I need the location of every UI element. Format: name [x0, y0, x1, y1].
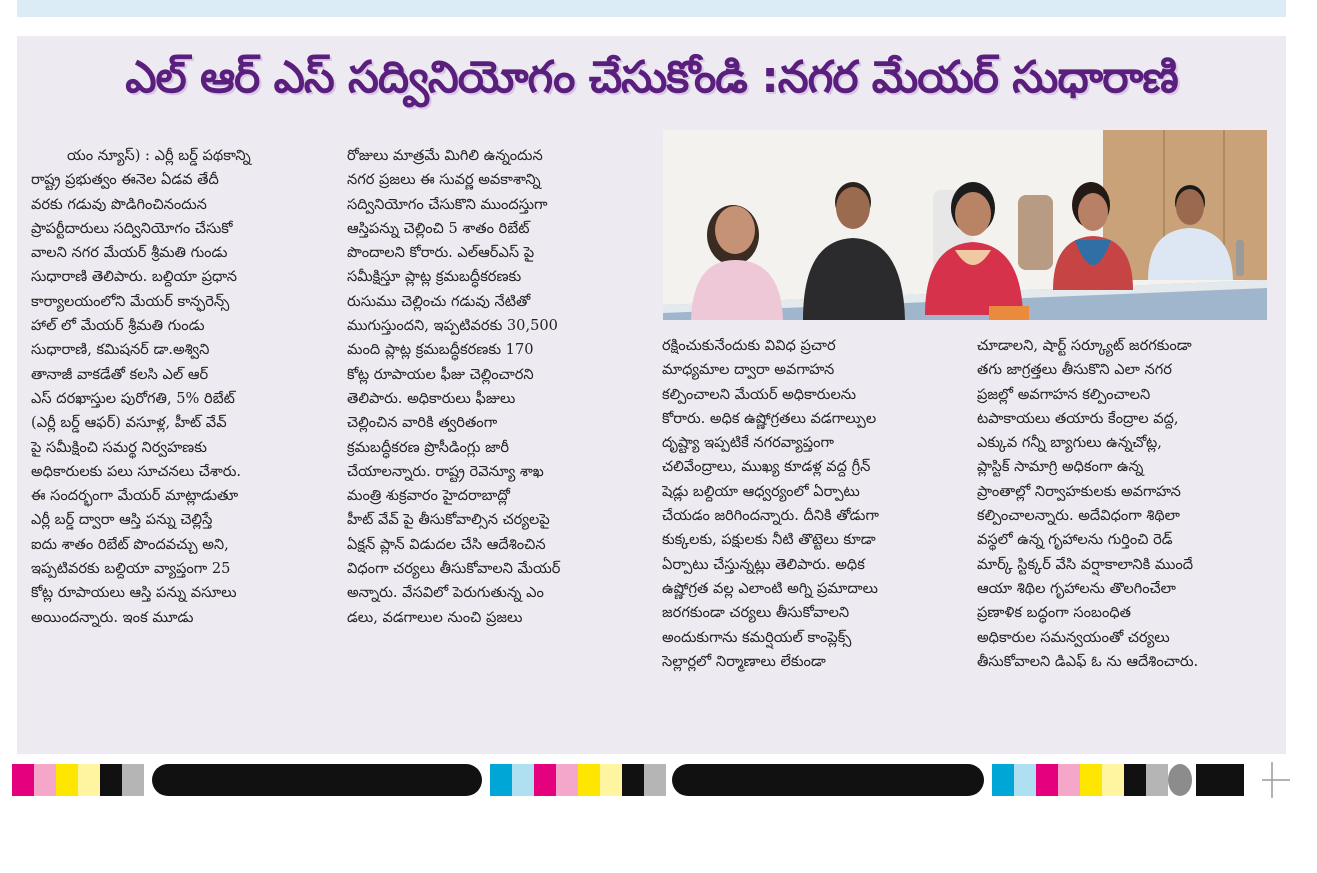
article-text-line: ఎక్కువ గన్నీ బ్యాగులు ఉన్నచోట్ల,: [977, 434, 1162, 452]
article-text-line: పొందాలని కోరారు. ఎల్ఆర్ఎస్ పై: [347, 244, 535, 262]
article-text-line: ఎస్ దరఖాస్తుల పురోగతి, 5% రిబేట్: [31, 389, 235, 407]
article-text-line: ఏర్పాటు చేస్తున్నట్లు తెలిపారు. అధిక: [662, 555, 865, 573]
article-text-line: రుసుము చెల్లించు గడువు నేటితో: [347, 292, 531, 310]
article-text-line: కార్యాలయంలోని మేయర్ కాన్ఫరెన్స్: [31, 292, 230, 310]
article-text-line: ఆస్తిపన్ను చెల్లించి 5 శాతం రిబేట్: [347, 219, 530, 237]
article-text-line: మంత్రి శుక్రవారం హైదరాబాద్లో: [347, 487, 510, 505]
article-text-line: తగు జాగ్రత్తలు తీసుకొని ఎలా నగర: [977, 361, 1172, 379]
article-column-1: [31, 144, 327, 630]
article-headline: ఎల్ ఆర్ ఎస్ సద్వినియోగం చేసుకోండి :నగర మేయర్ సుధారాణి: [125, 52, 1178, 103]
article-text-line: ప్రజల్లో అవగాహన కల్పించాలని: [977, 385, 1151, 403]
article-text-line: రాష్ట్ర ప్రభుత్వం ఈనెల ఏడవ తేదీ: [31, 171, 219, 189]
article-text-line: సెల్లార్లలో నిర్మాణాలు లేకుండా: [662, 652, 826, 670]
article-text-line: సుధారాణి, కమిషనర్ డా.అశ్విని: [31, 341, 210, 359]
article-text-line: యం న్యూస్) : ఎర్లీ బర్డ్ పథకాన్ని: [67, 147, 251, 164]
article-text-line: దృష్ట్యా ఇప్పటికే నగరవ్యాప్తంగా: [662, 434, 834, 452]
article-text-line: కోట్ల రూపాయలు ఆస్తి పన్ను వసూలు: [31, 584, 237, 602]
article-text-line: చేయడం జరిగిందన్నారు. దీనికి తోడుగా: [662, 507, 879, 525]
article-text-line: అన్నారు. వేసవిలో పెరుగుతున్న ఎం: [347, 584, 544, 602]
article-text-line: ఐదు శాతం రిబేట్ పొందవచ్చు అని,: [31, 535, 229, 553]
article-text-line: ఈ సందర్భంగా మేయర్ మాట్లాడుతూ: [31, 487, 239, 505]
article-text-line: నగర ప్రజలు ఈ సువర్ణ అవకాశాన్ని: [347, 171, 541, 189]
article-text-line: టపాకాయలు తయారు కేంద్రాల వద్ద,: [977, 409, 1179, 427]
article-text-line: కల్పించాలని మేయర్ అధికారులను: [662, 385, 857, 403]
article-text-line: అధికారులకు పలు సూచనలు చేశారు.: [31, 462, 242, 480]
article-text-line: విధంగా చర్యలు తీసుకోవాలని మేయర్: [347, 560, 561, 578]
article-text-line: సద్వినియోగం చేసుకొని ముందస్తుగా: [347, 195, 548, 213]
article-text-line: వరకు గడువు పొడిగించినందున: [31, 195, 207, 213]
article-text-line: తెలిపారు. అధికారులు ఫీజులు: [347, 389, 516, 407]
article-text-line: (ఎర్లీ బర్డ్ ఆఫర్) వసూళ్ల, హీట్ వేవ్: [31, 414, 227, 432]
article-text-line: చేయాలన్నారు. రాష్ట్ర రెవెన్యూ శాఖ: [347, 462, 544, 480]
article-text-line: అందుకుగాను కమర్షియల్ కాంప్లెక్స్: [662, 628, 852, 646]
article-text-line: అయిందన్నారు. ఇంక మూడు: [31, 608, 194, 626]
print-registration-strip: [0, 760, 1317, 800]
article-text-line: కోరారు. అధిక ఉష్ణోగ్రతలు వడగాల్పుల: [662, 409, 877, 427]
article-column-4: [977, 334, 1269, 674]
article-text-line: హీట్ వేవ్ పై తీసుకోవాల్సిన చర్యలపై: [347, 511, 550, 529]
article-text-line: డలు, వడగాలుల నుంచి ప్రజలు: [347, 608, 523, 626]
article-text-line: ముగుస్తుందని, ఇప్పటివరకు 30,500: [347, 317, 558, 335]
article-text-line: పై సమీక్షించి సమర్థ నిర్వహణకు: [31, 438, 207, 456]
article-text-line: మార్క్ స్టిక్కర్ వేసి వర్షాకాలానికి ముందే: [977, 555, 1194, 573]
article-text-line: ఎర్లీ బర్డ్ ద్వారా ఆస్తి పన్ను చెల్లిస్తే: [31, 511, 213, 529]
news-article: [17, 36, 1286, 754]
article-column-3: [662, 334, 952, 674]
article-text-line: ప్రణాళిక బద్ధంగా సంబంధిత: [977, 604, 1132, 622]
article-text-line: తీసుకోవాలని డిఎఫ్ ఓ ను ఆదేశించారు.: [977, 652, 1199, 670]
article-text-line: జరగకుండా చర్యలు తీసుకోవాలని: [662, 604, 850, 622]
article-text-line: ప్లాస్టిక్ సామాగ్రి అధికంగా ఉన్న: [977, 458, 1144, 476]
article-text-line: కోట్ల రూపాయల ఫీజు చెల్లించారని: [347, 365, 534, 383]
article-text-line: వస్థలో ఉన్న గృహాలను గుర్తించి రెడ్: [977, 531, 1173, 549]
article-text-line: ఉష్ణోగ్రత వల్ల ఎలాంటి అగ్ని ప్రమాదాలు: [662, 579, 878, 597]
article-text-line: చెల్లించిన వారికి త్వరితంగా: [347, 414, 498, 432]
article-text-line: రక్షించుకునేందుకు వివిధ ప్రచార: [662, 337, 836, 354]
meeting-photo: [663, 130, 1267, 320]
article-text-line: అధికారుల సమన్వయంతో చర్యలు: [977, 628, 1170, 646]
article-text-line: కల్పించాలన్నారు. అదేవిధంగా శిథిలా: [977, 507, 1180, 525]
article-text-line: షెడ్లు బల్దియా ఆధ్వర్యంలో ఏర్పాటు: [662, 482, 860, 500]
article-text-line: తానాజీ వాకడేతో కలసి ఎల్ ఆర్: [31, 365, 209, 383]
article-text-line: క్రమబద్ధీకరణ ప్రొసీడింగ్లు జారీ: [347, 438, 510, 456]
article-text-line: రోజులు మాత్రమే మిగిలి ఉన్నందున: [347, 147, 543, 164]
article-text-line: ఏక్షన్ ప్లాన్ విడుదల చేసి ఆదేశించిన: [347, 535, 546, 553]
article-text-line: సుధారాణి తెలిపారు. బల్దియా ప్రధాన: [31, 268, 237, 286]
article-column-2: [347, 144, 637, 630]
article-text-line: హాల్ లో మేయర్ శ్రీమతి గుండు: [31, 317, 205, 335]
article-text-line: చూడాలని, షార్ట్ సర్క్యూట్ జరగకుండా: [977, 337, 1192, 354]
article-text-line: మంది ప్లాట్ల క్రమబద్ధీకరణకు 170: [347, 341, 534, 359]
top-color-strip: [17, 0, 1286, 17]
article-text-line: ఆయా శిథిల గృహాలను తొలగించేలా: [977, 579, 1176, 597]
article-text-line: ప్రాంతాల్లో నిర్వాహకులకు అవగాహన: [977, 482, 1181, 500]
article-text-line: కుక్కలకు, పక్షులకు నీటి తొట్టెలు కూడా: [662, 531, 876, 549]
article-text-line: వాలని నగర మేయర్ శ్రీమతి గుండు: [31, 244, 228, 262]
article-text-line: ఇప్పటివరకు బల్దియా వ్యాప్తంగా 25: [31, 560, 231, 578]
article-text-line: చలివేంద్రాలు, ముఖ్య కూడళ్ల వద్ద గ్రీన్: [662, 458, 871, 476]
article-text-line: మాధ్యమాల ద్వారా అవగాహన: [662, 361, 835, 379]
article-text-line: ప్రాపర్టీదారులు సద్వినియోగం చేసుకో: [31, 219, 233, 237]
article-text-line: సమీక్షిస్తూ ప్లాట్ల క్రమబద్ధీకరణకు: [347, 268, 522, 286]
